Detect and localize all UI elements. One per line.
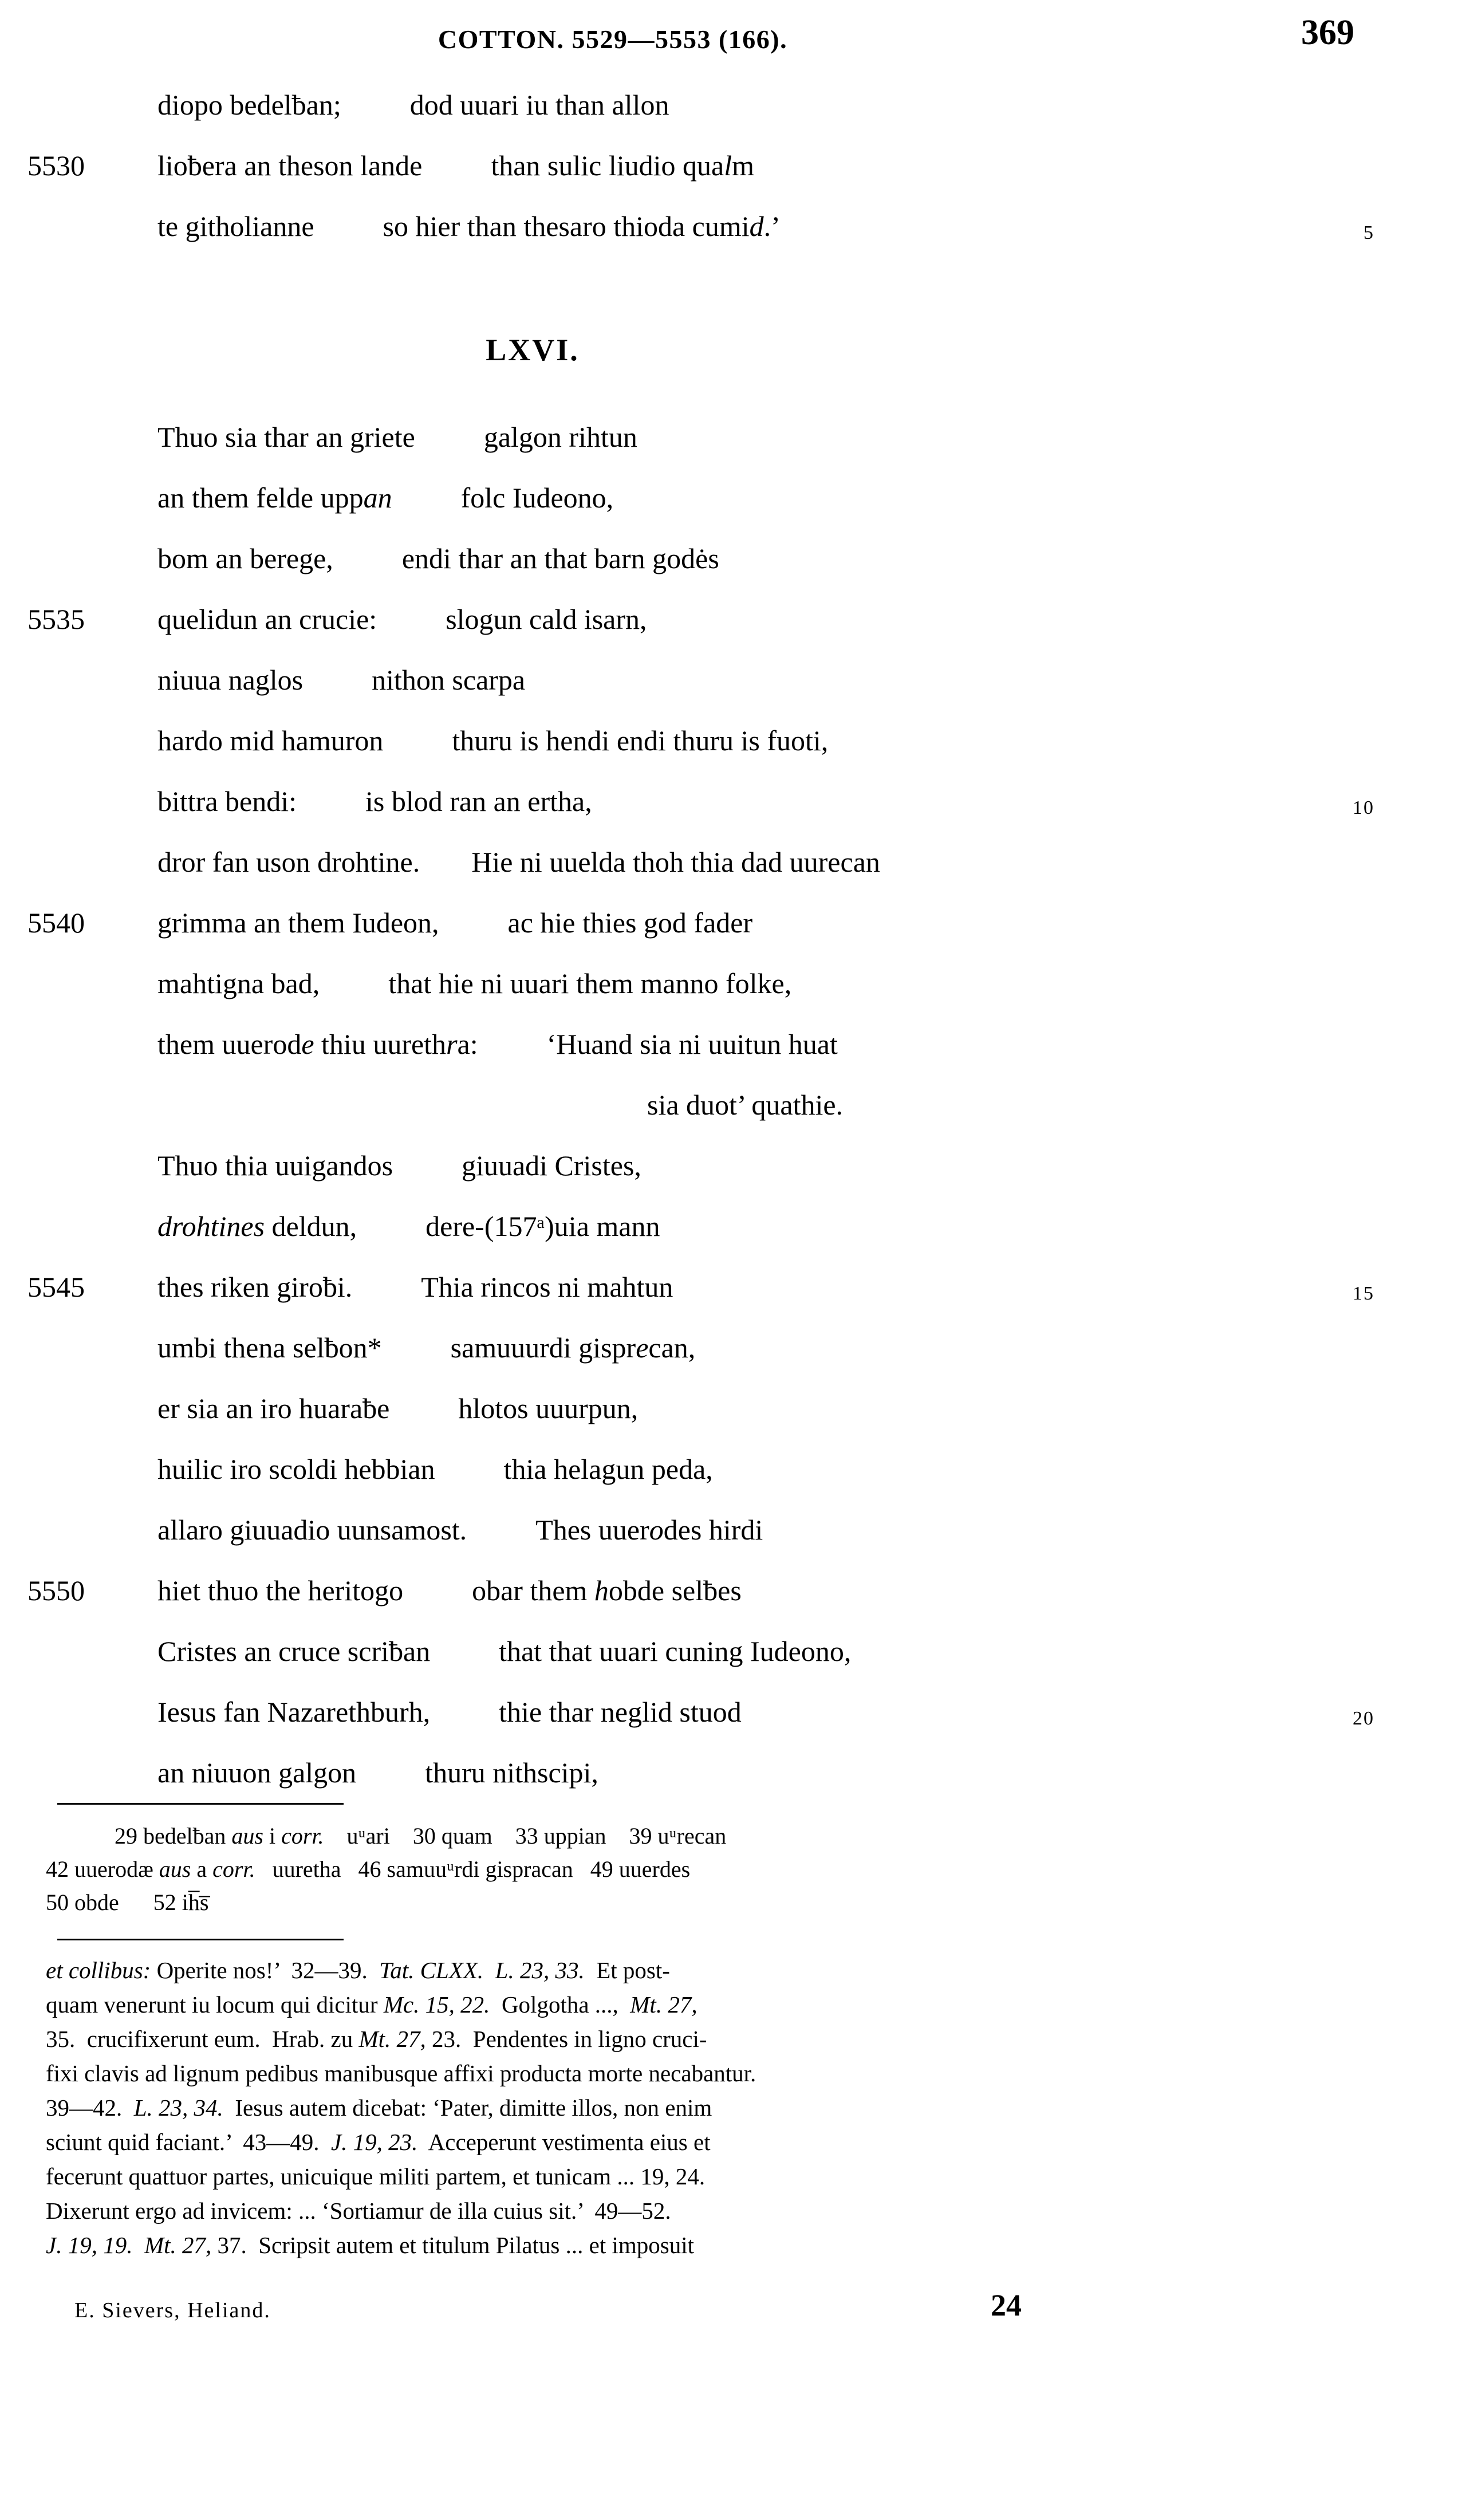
- editorial-italic: e: [636, 1332, 649, 1364]
- verse-text-run: can,: [648, 1332, 696, 1364]
- verse-line-text: [157, 953, 791, 1014]
- margin-line-counter: 15: [1353, 1283, 1374, 1304]
- verse-line-text: [157, 1560, 742, 1621]
- scripture-reference: et collibus:: [46, 1957, 151, 1983]
- verse-line-text: [157, 1196, 660, 1257]
- scripture-reference: Mt. 27,: [358, 2026, 426, 2052]
- verse-text-run: thiu uureth: [314, 1028, 447, 1060]
- verse-line: [0, 467, 1466, 528]
- verse-line: [0, 710, 1466, 771]
- editorial-italic: e: [301, 1028, 314, 1060]
- verse-line-text: [157, 1499, 763, 1560]
- verse-text-run: sia duot’ quathie.: [647, 1089, 844, 1121]
- verse-text-run: grimma an them Iudeon,: [157, 907, 439, 939]
- verse-line-number: 5530: [27, 149, 85, 182]
- verse-line: [0, 74, 1466, 135]
- running-head: [0, 0, 1466, 74]
- verse-line-text: [157, 892, 752, 953]
- margin-line-counter: 20: [1353, 1708, 1374, 1729]
- verse-line-number: 5540: [27, 907, 85, 939]
- verse-line: [0, 953, 1466, 1014]
- verse-line-text: [157, 1439, 713, 1499]
- verse-text-run: diopo bedelƀan;: [157, 89, 341, 121]
- verse-line-text: [157, 771, 592, 832]
- editorial-italic: o: [649, 1514, 664, 1546]
- siglum-italic: corr.: [281, 1823, 324, 1849]
- verse-text-run: an them felde upp: [157, 482, 364, 514]
- verse-line-text: [157, 1621, 851, 1682]
- chapter-heading: LXVI.: [486, 333, 580, 367]
- verse-line: [0, 1317, 1466, 1378]
- verse-text-run: niuua naglos: [157, 664, 304, 696]
- verse-line: [0, 649, 1466, 710]
- verse-body: [0, 74, 1466, 1803]
- verse-line-number: 5545: [27, 1271, 85, 1303]
- verse-text-run: them uuerod: [157, 1028, 302, 1060]
- verse-line-text: [157, 1682, 742, 1742]
- footer-book-title: E. Sievers, Heliand.: [74, 2298, 271, 2322]
- siglum-italic: corr.: [212, 1856, 255, 1882]
- verse-text-run: .’: [763, 210, 781, 242]
- page-number: 369: [1301, 13, 1354, 52]
- margin-line-counter: 5: [1363, 222, 1374, 243]
- verse-text-run: than sulic liudio qua: [491, 149, 724, 182]
- editorial-italic: drohtines: [157, 1210, 265, 1242]
- verse-text-run: mahtigna bad,: [157, 967, 320, 999]
- scripture-reference: L. 23, 33.: [495, 1957, 585, 1983]
- verse-text-run: dror fan uson drohtine.: [157, 846, 420, 878]
- latin-note-line: quam venerunt iu locum qui dicitur Mc. 15, 22. Golgotha ..., Mt. 27,: [46, 1991, 697, 2018]
- apparatus-line: 50 obde 52 ih̅s̅: [46, 1889, 209, 1915]
- verse-line-text: [157, 1742, 598, 1803]
- verse-line: [0, 892, 1466, 953]
- verse-line-text: [647, 1074, 843, 1135]
- verse-text-run: that hie ni uuari them manno folke,: [388, 967, 792, 999]
- verse-line-text: [157, 407, 637, 467]
- scripture-reference: Mt. 27,: [630, 1991, 697, 2018]
- verse-line-number: 5535: [27, 603, 85, 635]
- verse-line: [0, 1074, 1466, 1135]
- verse-line: [0, 1257, 1466, 1317]
- verse-text-run: hlotos uuurpun,: [458, 1392, 639, 1424]
- siglum-italic: aus: [231, 1823, 263, 1849]
- verse-line-text: [157, 135, 754, 196]
- verse-text-run: giuuadi Cristes,: [462, 1149, 641, 1182]
- latin-note-line: J. 19, 19. Mt. 27, 37. Scripsit autem et titulum Pilatus ... et imposuit: [46, 2232, 694, 2258]
- editorial-italic: l: [724, 149, 732, 182]
- verse-text-run: is blod ran an ertha,: [365, 785, 592, 817]
- verse-line: [0, 1682, 1466, 1742]
- verse-line-text: [157, 467, 613, 528]
- verse-text-run: thuru is hendi endi thuru is fuoti,: [452, 724, 829, 757]
- verse-text-run: Thia rincos ni mahtun: [421, 1271, 673, 1303]
- latin-note-line: sciunt quid faciant.’ 43—49. J. 19, 23. Acceperunt vestimenta eius et: [46, 2129, 711, 2155]
- verse-text-run: Hie ni uuelda thoh thia dad uurecan: [471, 846, 880, 878]
- verse-text-run: bom an berege,: [157, 542, 333, 574]
- verse-text-run: dere-(157ᵃ)uia mann: [425, 1210, 660, 1242]
- verse-line: [0, 407, 1466, 467]
- verse-text-run: ac hie thies god fader: [507, 907, 753, 939]
- latin-note-line: 35. crucifixerunt eum. Hrab. zu Mt. 27, 23. Pendentes in ligno cruci-: [46, 2026, 707, 2052]
- verse-line: [0, 1135, 1466, 1196]
- verse-line-text: [157, 710, 828, 771]
- verse-line: [0, 196, 1466, 257]
- verse-line-text: [157, 832, 880, 892]
- verse-line-text: [157, 196, 781, 257]
- scripture-reference: J. 19, 23.: [330, 2129, 418, 2155]
- verse-text-run: that that uuari cuning Iudeono,: [499, 1635, 852, 1667]
- editorial-italic: d: [749, 210, 764, 242]
- latin-source-notes: [0, 1940, 1466, 2262]
- verse-text-run: ‘Huand sia ni uuitun huat: [546, 1028, 838, 1060]
- footer-signature-number: 24: [991, 2288, 1022, 2322]
- editorial-italic: h: [594, 1574, 609, 1606]
- verse-text-run: so hier than thesaro thioda cumi: [383, 210, 750, 242]
- verse-text-run: endi thar an that barn godės: [401, 542, 719, 574]
- verse-line: [0, 1742, 1466, 1803]
- scripture-reference: L. 23, 34.: [133, 2094, 223, 2121]
- verse-line: [0, 589, 1466, 649]
- verse-line: [0, 135, 1466, 196]
- verse-line-text: [157, 74, 669, 135]
- verse-text-run: quelidun an crucie:: [157, 603, 377, 635]
- verse-text-run: thia helagun peda,: [503, 1453, 713, 1485]
- apparatus-line: 29 bedelƀan aus i corr. uᵘari 30 quam 33 uppian 39 uᵘrecan: [115, 1823, 727, 1849]
- editorial-italic: r: [446, 1028, 458, 1060]
- verse-line: [0, 1560, 1466, 1621]
- verse-text-run: an niuuon galgon: [157, 1757, 357, 1789]
- verse-text-run: des hirdi: [663, 1514, 763, 1546]
- verse-line: [0, 1196, 1466, 1257]
- scripture-reference: J. 19, 19.: [46, 2232, 133, 2258]
- running-head-title: COTTON. 5529—5553 (166).: [438, 25, 788, 54]
- verse-line-text: [157, 1257, 673, 1317]
- scripture-reference: Tat. CLXX.: [379, 1957, 484, 1983]
- verse-text-run: umbi thena selƀon*: [157, 1332, 382, 1364]
- latin-note-line: fecerunt quattuor partes, unicuique militi partem, et tunicam ... 19, 24.: [46, 2163, 706, 2190]
- verse-text-run: a:: [457, 1028, 478, 1060]
- verse-line-text: [157, 528, 719, 589]
- scripture-reference: Mc. 15, 22.: [383, 1991, 490, 2018]
- verse-text-run: obde selƀes: [608, 1574, 742, 1606]
- verse-text-run: thuru nithscipi,: [425, 1757, 598, 1789]
- verse-line-text: [157, 1317, 695, 1378]
- verse-text-run: Cristes an cruce scriƀan: [157, 1635, 431, 1667]
- verse-line-number: 5550: [27, 1574, 85, 1606]
- verse-line: [0, 1439, 1466, 1499]
- scripture-reference: Mt. 27,: [144, 2232, 212, 2258]
- verse-line-text: [157, 589, 647, 649]
- apparatus-line: 42 uuerodæ aus a corr. uuretha 46 samuuᵘrdi gispracan 49 uuerdes: [46, 1856, 691, 1882]
- verse-text-run: folc Iudeono,: [460, 482, 614, 514]
- verse-text-run: dod uuari iu than allon: [409, 89, 669, 121]
- apparatus-criticus: [0, 1805, 1466, 1919]
- verse-text-run: hardo mid hamuron: [157, 724, 384, 757]
- verse-text-run: nithon scarpa: [372, 664, 526, 696]
- verse-line-text: [157, 1135, 641, 1196]
- verse-text-run: m: [732, 149, 755, 182]
- verse-line: [0, 771, 1466, 832]
- latin-note-line: 39—42. L. 23, 34. Iesus autem dicebat: ‘Pater, dimitte illos, non enim: [46, 2094, 712, 2121]
- verse-text-run: deldun,: [265, 1210, 357, 1242]
- verse-line: [0, 832, 1466, 892]
- verse-line: [0, 1378, 1466, 1439]
- verse-text-run: te githolianne: [157, 210, 314, 242]
- verse-text-run: samuuurdi gispr: [450, 1332, 636, 1364]
- verse-line: [0, 1014, 1466, 1074]
- verse-text-run: huilic iro scoldi hebbian: [157, 1453, 435, 1485]
- verse-text-run: lioƀera an theson lande: [157, 149, 423, 182]
- verse-text-run: galgon rihtun: [483, 421, 637, 453]
- editorial-italic: an: [363, 482, 392, 514]
- margin-line-counter: 10: [1353, 797, 1374, 818]
- verse-line-text: [157, 649, 525, 710]
- verse-line-text: [157, 1014, 838, 1074]
- verse-text-run: Thuo thia uuigandos: [157, 1149, 393, 1182]
- verse-text-run: thie thar neglid stuod: [499, 1696, 742, 1728]
- verse-text-run: bittra bendi:: [157, 785, 297, 817]
- latin-note-line: Dixerunt ergo ad invicem: ... ‘Sortiamur de illa cuius sit.’ 49—52.: [46, 2198, 671, 2224]
- verse-text-run: thes riken giroƀi.: [157, 1271, 353, 1303]
- verse-text-run: allaro giuuadio uunsamost.: [157, 1514, 467, 1546]
- verse-text-run: hiet thuo the heritogo: [157, 1574, 404, 1606]
- latin-note-line: et collibus: Operite nos!’ 32—39. Tat. CLXX. L. 23, 33. Et post-: [46, 1957, 670, 1983]
- verse-text-run: Iesus fan Nazarethburh,: [157, 1696, 431, 1728]
- verse-text-run: er sia an iro huaraƀe: [157, 1392, 390, 1424]
- siglum-italic: aus: [159, 1856, 191, 1882]
- verse-line: [0, 1621, 1466, 1682]
- verse-line: [0, 528, 1466, 589]
- verse-line: [0, 1499, 1466, 1560]
- verse-text-run: obar them: [472, 1574, 594, 1606]
- verse-line-text: [157, 1378, 638, 1439]
- page-footer: [0, 2287, 1466, 2350]
- verse-text-run: Thuo sia thar an griete: [157, 421, 415, 453]
- latin-note-line: fixi clavis ad lignum pedibus manibusque affixi producta morte necabantur.: [46, 2060, 756, 2086]
- verse-text-run: slogun cald isarn,: [446, 603, 647, 635]
- verse-text-run: Thes uuer: [535, 1514, 649, 1546]
